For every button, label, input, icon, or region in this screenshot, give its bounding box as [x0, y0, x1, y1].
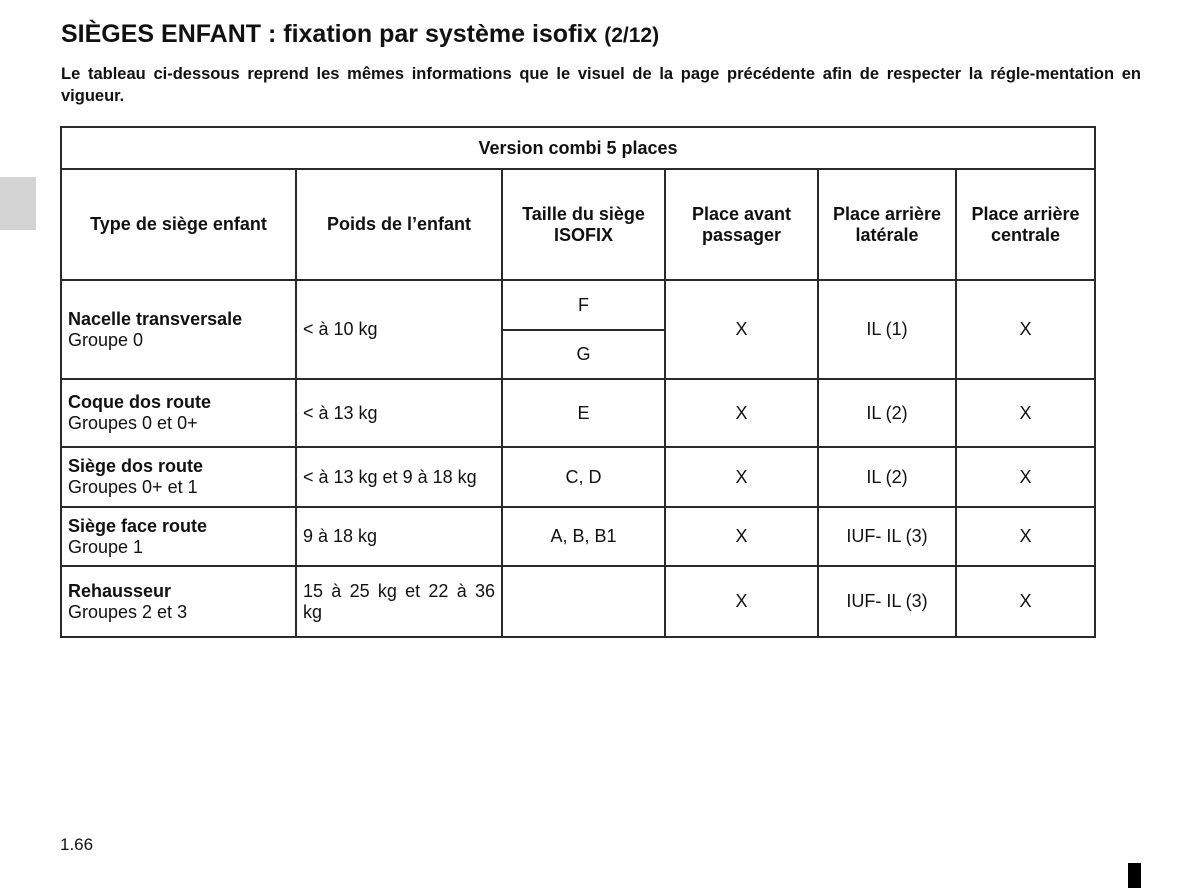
rear-side-cell: IUF- IL (3) [818, 566, 956, 637]
seat-type-cell [61, 280, 296, 379]
seat-type-name: Siège dos route [68, 456, 204, 476]
weight-cell: < à 10 kg [296, 280, 502, 379]
seat-type-cell [61, 379, 296, 447]
header-rear-center: Place arrière centrale [956, 169, 1095, 280]
isofix-size-cell: C, D [502, 447, 665, 507]
seat-type-group: Groupes 0+ et 1 [68, 477, 198, 497]
header-front-passenger: Place avant passager [665, 169, 818, 280]
rear-center-cell: X [956, 447, 1095, 507]
weight-cell: 15 à 25 kg et 22 à 36 kg [296, 566, 502, 637]
weight-cell: < à 13 kg [296, 379, 502, 447]
seat-type-group: Groupe 0 [68, 329, 144, 350]
page-title-main: SIÈGES ENFANT : fixation par système isofix [61, 20, 598, 48]
header-child-weight: Poids de l’enfant [296, 169, 502, 280]
front-passenger-cell: X [665, 507, 818, 566]
table-header-row [61, 169, 1095, 280]
rear-side-cell: IL (2) [818, 379, 956, 447]
seat-type-name: Rehausseur [68, 580, 172, 601]
seat-type-group: Groupe 1 [68, 536, 144, 557]
table-row [61, 379, 1095, 447]
header-isofix-size: Taille du siège ISOFIX [502, 169, 665, 280]
page-edge-marker [1128, 863, 1141, 888]
header-rear-side: Place arrière latérale [818, 169, 956, 280]
front-passenger-cell: X [665, 379, 818, 447]
weight-cell: < à 13 kg et 9 à 18 kg [296, 447, 502, 507]
table-version-row [61, 127, 1095, 169]
seat-type-name: Nacelle transversale [68, 308, 243, 329]
isofix-size-cell: E [502, 379, 665, 447]
section-tab-marker [0, 177, 36, 230]
weight-cell: 9 à 18 kg [296, 507, 502, 566]
front-passenger-cell: X [665, 447, 818, 507]
isofix-seat-table [60, 126, 1096, 638]
rear-side-cell: IUF- IL (3) [818, 507, 956, 566]
isofix-size-cell [502, 566, 665, 637]
rear-center-cell: X [956, 379, 1095, 447]
intro-paragraph: Le tableau ci-dessous reprend les mêmes informations que le visuel de la page précédente afin de respecter la régle-mentation en vigueur. [61, 65, 1141, 105]
rear-center-cell: X [956, 566, 1095, 637]
rear-center-cell: X [956, 507, 1095, 566]
isofix-size-cell: G [502, 330, 665, 379]
seat-type-cell [61, 447, 296, 507]
isofix-size-cell: F [502, 280, 665, 330]
page-title-suffix: (2/12) [604, 24, 660, 47]
table-row [61, 447, 1095, 507]
table-row [61, 566, 1095, 637]
seat-type-group: Groupes 0 et 0+ [68, 413, 198, 433]
table-row [61, 280, 1095, 330]
page-title [61, 18, 659, 52]
seat-type-name: Coque dos route [68, 392, 211, 412]
seat-type-cell [61, 566, 296, 637]
front-passenger-cell: X [665, 280, 818, 379]
seat-type-name: Siège face route [68, 515, 208, 536]
table-row [61, 507, 1095, 566]
isofix-size-cell: A, B, B1 [502, 507, 665, 566]
rear-side-cell: IL (2) [818, 447, 956, 507]
front-passenger-cell: X [665, 566, 818, 637]
seat-type-group: Groupes 2 et 3 [68, 601, 188, 622]
seat-type-cell [61, 507, 296, 566]
table-version-header: Version combi 5 places [61, 127, 1095, 169]
page-number: 1.66 [60, 835, 94, 854]
header-seat-type: Type de siège enfant [61, 169, 296, 280]
rear-center-cell: X [956, 280, 1095, 379]
rear-side-cell: IL (1) [818, 280, 956, 379]
